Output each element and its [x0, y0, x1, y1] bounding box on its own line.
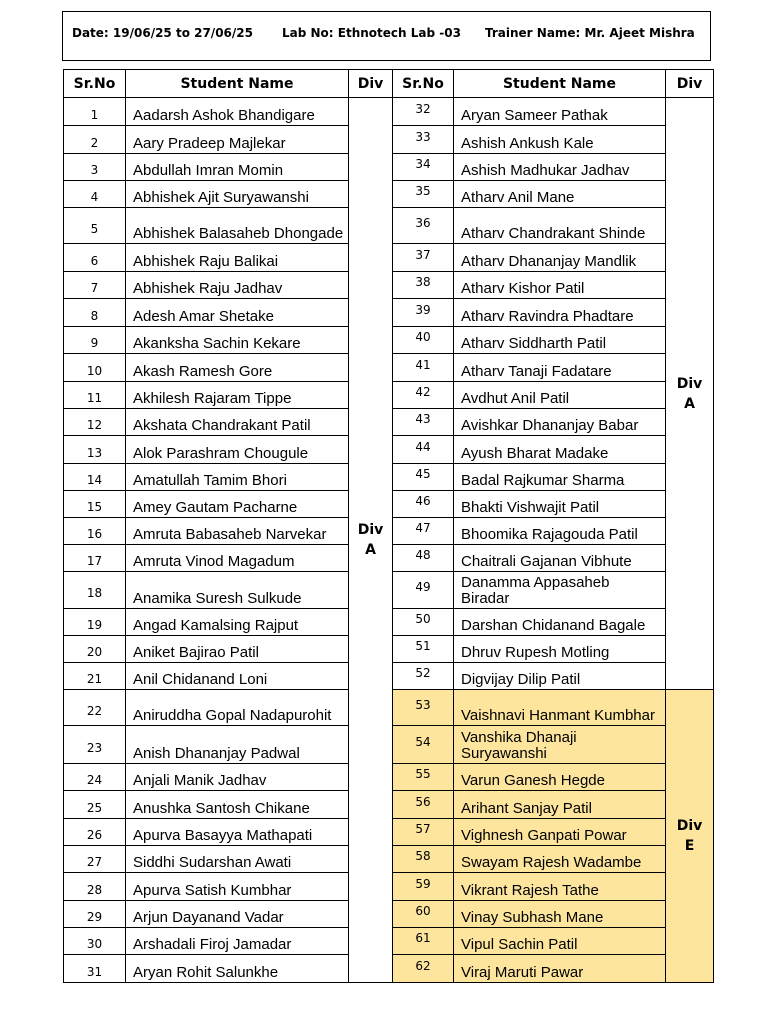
student-name-cell: Bhoomika Rajagouda Patil — [454, 518, 666, 545]
sr-no-cell: 40 — [393, 327, 454, 354]
sr-no-cell: 26 — [64, 819, 126, 846]
student-name-cell: Digvijay Dilip Patil — [454, 663, 666, 690]
sr-no-cell: 13 — [64, 436, 126, 464]
sr-no-cell: 5 — [64, 208, 126, 244]
student-name-cell: Aniket Bajirao Patil — [126, 636, 349, 663]
sr-no-cell: 58 — [393, 846, 454, 873]
student-name-cell: Aary Pradeep Majlekar — [126, 126, 349, 154]
sr-no-cell: 20 — [64, 636, 126, 663]
sr-no-cell: 32 — [393, 98, 454, 126]
sr-no-cell: 42 — [393, 382, 454, 409]
sr-no-cell: 4 — [64, 181, 126, 208]
sr-no-cell: 2 — [64, 126, 126, 154]
sr-no-cell: 41 — [393, 354, 454, 382]
sr-no-cell: 51 — [393, 636, 454, 663]
student-name-cell: Akhilesh Rajaram Tippe — [126, 382, 349, 409]
sr-no-cell: 21 — [64, 663, 126, 690]
student-name-cell: Anushka Santosh Chikane — [126, 791, 349, 819]
student-name-cell: Ashish Madhukar Jadhav — [454, 154, 666, 181]
header-box — [62, 11, 711, 61]
student-roster-table — [63, 69, 714, 983]
student-name-cell: Dhruv Rupesh Motling — [454, 636, 666, 663]
student-name-cell: Akshata Chandrakant Patil — [126, 409, 349, 436]
sr-no-cell: 28 — [64, 873, 126, 901]
student-name-cell: Vanshika Dhanaji Suryawanshi — [454, 726, 666, 764]
sr-no-cell: 60 — [393, 901, 454, 928]
table-header-row — [64, 70, 714, 98]
student-name-cell: Viraj Maruti Pawar — [454, 955, 666, 983]
student-name-cell: Alok Parashram Chougule — [126, 436, 349, 464]
sr-no-cell: 10 — [64, 354, 126, 382]
sr-no-cell: 11 — [64, 382, 126, 409]
student-name-cell: Aadarsh Ashok Bhandigare — [126, 98, 349, 126]
sr-no-cell: 43 — [393, 409, 454, 436]
sr-no-cell: 50 — [393, 609, 454, 636]
sr-no-cell: 30 — [64, 928, 126, 955]
student-name-cell: Vinay Subhash Mane — [454, 901, 666, 928]
student-name-cell: Abhishek Ajit Suryawanshi — [126, 181, 349, 208]
student-name-cell: Ashish Ankush Kale — [454, 126, 666, 154]
sr-no-cell: 39 — [393, 299, 454, 327]
student-name-cell: Atharv Tanaji Fadatare — [454, 354, 666, 382]
student-name-cell: Swayam Rajesh Wadambe — [454, 846, 666, 873]
student-name-cell: Vaishnavi Hanmant Kumbhar — [454, 690, 666, 726]
column-header-srno-left: Sr.No — [64, 70, 126, 98]
sr-no-cell: 22 — [64, 690, 126, 726]
sr-no-cell: 53 — [393, 690, 454, 726]
sr-no-cell: 19 — [64, 609, 126, 636]
student-name-cell: Abhishek Raju Jadhav — [126, 272, 349, 299]
sr-no-cell: 47 — [393, 518, 454, 545]
student-name-cell: Arihant Sanjay Patil — [454, 791, 666, 819]
lab-number: Lab No: Ethnotech Lab -03 — [282, 26, 461, 40]
student-name-cell: Amruta Babasaheb Narvekar — [126, 518, 349, 545]
sr-no-cell: 29 — [64, 901, 126, 928]
student-name-cell: Apurva Basayya Mathapati — [126, 819, 349, 846]
sr-no-cell: 17 — [64, 545, 126, 572]
student-name-cell: Akash Ramesh Gore — [126, 354, 349, 382]
student-name-cell: Abdullah Imran Momin — [126, 154, 349, 181]
sr-no-cell: 34 — [393, 154, 454, 181]
sr-no-cell: 24 — [64, 764, 126, 791]
student-name-cell: Badal Rajkumar Sharma — [454, 464, 666, 491]
student-name-cell: Aniruddha Gopal Nadapurohit — [126, 690, 349, 726]
student-name-cell: Chaitrali Gajanan Vibhute — [454, 545, 666, 572]
sr-no-cell: 27 — [64, 846, 126, 873]
student-name-cell: Atharv Chandrakant Shinde — [454, 208, 666, 244]
student-name-cell: Adesh Amar Shetake — [126, 299, 349, 327]
sr-no-cell: 31 — [64, 955, 126, 983]
student-name-cell: Varun Ganesh Hegde — [454, 764, 666, 791]
sr-no-cell: 9 — [64, 327, 126, 354]
student-name-cell: Amruta Vinod Magadum — [126, 545, 349, 572]
student-name-cell: Aryan Rohit Salunkhe — [126, 955, 349, 983]
div-cell-right-bottom: Div E — [666, 690, 714, 983]
student-name-cell: Abhishek Raju Balikai — [126, 244, 349, 272]
student-name-cell: Bhakti Vishwajit Patil — [454, 491, 666, 518]
sr-no-cell: 61 — [393, 928, 454, 955]
table-row — [64, 98, 714, 126]
sr-no-cell: 49 — [393, 572, 454, 609]
student-name-cell: Darshan Chidanand Bagale — [454, 609, 666, 636]
student-name-cell: Angad Kamalsing Rajput — [126, 609, 349, 636]
student-name-cell: Abhishek Balasaheb Dhongade — [126, 208, 349, 244]
student-name-cell: Vipul Sachin Patil — [454, 928, 666, 955]
student-name-cell: Akanksha Sachin Kekare — [126, 327, 349, 354]
student-name-cell: Avishkar Dhananjay Babar — [454, 409, 666, 436]
column-header-div-left: Div — [349, 70, 393, 98]
sr-no-cell: 18 — [64, 572, 126, 609]
student-name-cell: Atharv Ravindra Phadtare — [454, 299, 666, 327]
sr-no-cell: 3 — [64, 154, 126, 181]
sr-no-cell: 12 — [64, 409, 126, 436]
column-header-name-left: Student Name — [126, 70, 349, 98]
sr-no-cell: 52 — [393, 663, 454, 690]
sr-no-cell: 54 — [393, 726, 454, 764]
student-name-cell: Amey Gautam Pacharne — [126, 491, 349, 518]
sr-no-cell: 44 — [393, 436, 454, 464]
student-name-cell: Atharv Kishor Patil — [454, 272, 666, 299]
student-name-cell: Apurva Satish Kumbhar — [126, 873, 349, 901]
sr-no-cell: 55 — [393, 764, 454, 791]
student-name-cell: Siddhi Sudarshan Awati — [126, 846, 349, 873]
student-name-cell: Arshadali Firoj Jamadar — [126, 928, 349, 955]
student-name-cell: Avdhut Anil Patil — [454, 382, 666, 409]
sr-no-cell: 33 — [393, 126, 454, 154]
sr-no-cell: 46 — [393, 491, 454, 518]
sr-no-cell: 6 — [64, 244, 126, 272]
sr-no-cell: 45 — [393, 464, 454, 491]
sr-no-cell: 57 — [393, 819, 454, 846]
sr-no-cell: 62 — [393, 955, 454, 983]
sr-no-cell: 36 — [393, 208, 454, 244]
student-name-cell: Atharv Siddharth Patil — [454, 327, 666, 354]
trainer-name: Trainer Name: Mr. Ajeet Mishra — [485, 26, 695, 40]
sr-no-cell: 37 — [393, 244, 454, 272]
sr-no-cell: 8 — [64, 299, 126, 327]
student-name-cell: Atharv Anil Mane — [454, 181, 666, 208]
student-name-cell: Anjali Manik Jadhav — [126, 764, 349, 791]
sr-no-cell: 35 — [393, 181, 454, 208]
sr-no-cell: 38 — [393, 272, 454, 299]
student-name-cell: Aryan Sameer Pathak — [454, 98, 666, 126]
sr-no-cell: 25 — [64, 791, 126, 819]
student-name-cell: Danamma Appasaheb Biradar — [454, 572, 666, 609]
sr-no-cell: 48 — [393, 545, 454, 572]
student-name-cell: Ayush Bharat Madake — [454, 436, 666, 464]
column-header-name-right: Student Name — [454, 70, 666, 98]
sr-no-cell: 56 — [393, 791, 454, 819]
sr-no-cell: 15 — [64, 491, 126, 518]
student-name-cell: Anamika Suresh Sulkude — [126, 572, 349, 609]
student-name-cell: Anish Dhananjay Padwal — [126, 726, 349, 764]
sr-no-cell: 23 — [64, 726, 126, 764]
sr-no-cell: 1 — [64, 98, 126, 126]
column-header-div-right: Div — [666, 70, 714, 98]
student-name-cell: Amatullah Tamim Bhori — [126, 464, 349, 491]
sr-no-cell: 14 — [64, 464, 126, 491]
student-name-cell: Atharv Dhananjay Mandlik — [454, 244, 666, 272]
sr-no-cell: 7 — [64, 272, 126, 299]
student-name-cell: Vighnesh Ganpati Powar — [454, 819, 666, 846]
div-cell-left: Div A — [349, 98, 393, 983]
student-name-cell: Arjun Dayanand Vadar — [126, 901, 349, 928]
student-name-cell: Vikrant Rajesh Tathe — [454, 873, 666, 901]
student-name-cell: Anil Chidanand Loni — [126, 663, 349, 690]
column-header-srno-right: Sr.No — [393, 70, 454, 98]
sr-no-cell: 59 — [393, 873, 454, 901]
sr-no-cell: 16 — [64, 518, 126, 545]
div-cell-right-top: Div A — [666, 98, 714, 690]
date-range: Date: 19/06/25 to 27/06/25 — [72, 26, 253, 40]
